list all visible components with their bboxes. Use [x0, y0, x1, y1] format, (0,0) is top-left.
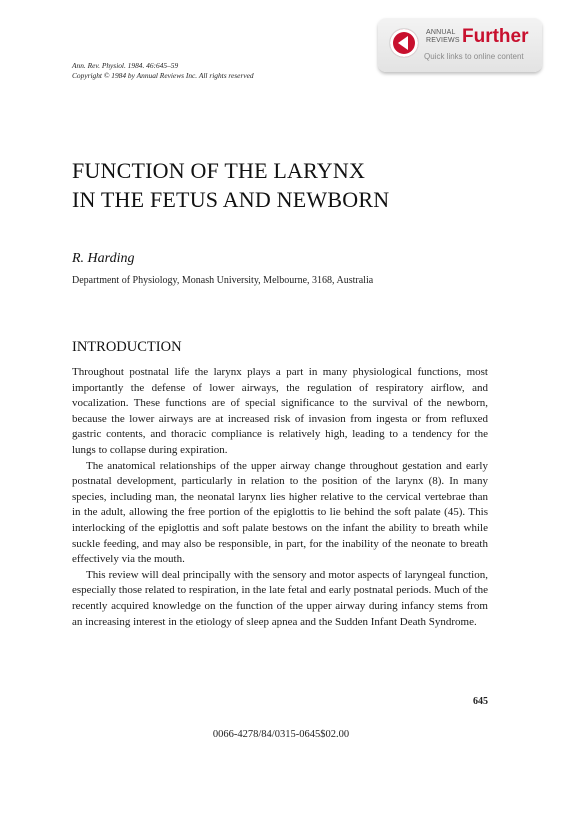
journal-citation: Ann. Rev. Physiol. 1984. 46:645–59 [72, 61, 179, 70]
document-code: 0066-4278/84/0315-0645$02.00 [212, 729, 350, 740]
author-name: R. Harding [72, 251, 135, 266]
author-affiliation: Department of Physiology, Monash University, Melbourne, 3168, Australia [72, 275, 374, 286]
section-heading: INTRODUCTION [72, 339, 182, 355]
badge-subtitle: Quick links to online content [424, 52, 524, 61]
paragraph: Throughout postnatal life the larynx plays a part in many physiological functions, most importantly the defense of lower airways, the regulation of respiratory airflow, and vocalization. These functions are of special significance to the survival of the newborn, because the lower airways are at increased risk of invasion from ingesta or from refluxed gastric contents, and thoracic compliance is relatively high, leading to a tendency for the lungs to collapse during expiration. [72, 366, 488, 456]
body-text [72, 365, 488, 630]
badge-annual-label: ANNUAL [426, 29, 456, 36]
play-arrow-icon [390, 29, 418, 57]
journal-copyright: Copyright © 1984 by Annual Reviews Inc. All rights reserved [72, 70, 254, 80]
paragraph: This review will deal principally with the sensory and motor aspects of laryngeal function, especially those related to respiration, in the late fetal and early postnatal periods. Much of the recently acquired knowledge on the function of the upper airway during infancy stems from an increasing interest in the etiology of sleep apnea and the Sudden Infant Death Syndrome. [72, 568, 488, 628]
journal-header [72, 61, 254, 80]
article-title [72, 156, 389, 214]
play-arrow-icon-glyph [398, 36, 410, 50]
article-title-line1: FUNCTION OF THE LARYNX [72, 158, 366, 183]
page-number: 645 [473, 696, 488, 707]
article-title-line2: IN THE FETUS AND NEWBORN [72, 187, 390, 212]
further-badge[interactable] [378, 18, 542, 72]
badge-further-label: Further [462, 26, 529, 47]
paragraph: The anatomical relationships of the upper airway change throughout gestation and early postnatal development, particularly in relation to the position of the larynx (8). In many species, including man, the neonatal larynx lies higher relative to the cervical vertebrae than in the adult, allowing the free portion of the epiglottis to lie behind the soft palate (45). This interlocking of the epiglottis and soft palate bestows on the infant the ability to breath while suckle feeding, and may also be responsible, in part, for the inability of the neonate to breath effectively via the mouth. [72, 459, 488, 566]
badge-reviews-label: REVIEWS [426, 37, 460, 44]
